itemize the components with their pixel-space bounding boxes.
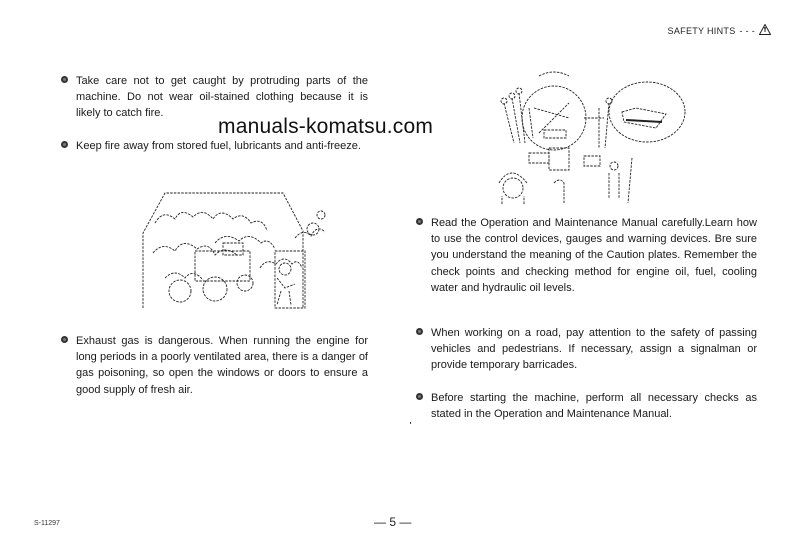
- safety-hint-read-manual: [431, 215, 757, 296]
- page-number: — 5 —: [374, 515, 412, 529]
- safety-hint-exhaust-gas: [76, 333, 368, 398]
- bullet-icon: [61, 336, 68, 343]
- hint-text: Before starting the machine, perform all necessary checks as stated in the Operation and Maintenance Manual.: [431, 392, 757, 421]
- bullet-icon: [416, 218, 423, 225]
- hint-text: Take care not to get caught by protruding parts of the machine. Do not wear oil-stained clothing because it is likely to catch fire.: [76, 75, 368, 120]
- safety-hint-road-work: [431, 325, 757, 374]
- hint-text: Exhaust gas is dangerous. When running the engine for long periods in a poorly ventilated area, there is a danger of gas poisoning, so open the windows or doors to ensure a good supply of fresh air.: [76, 335, 368, 396]
- bullet-icon: [416, 393, 423, 400]
- document-code: S-11297: [34, 520, 60, 527]
- bullet-icon: [61, 76, 68, 83]
- section-title: SAFETY HINTS: [667, 26, 736, 36]
- page-header: [668, 24, 771, 38]
- hint-text: Read the Operation and Maintenance Manual carefully.Learn how to use the control devices, gauges and warning devices. Bre sure you understand the meaning of the Caution plates. Remember the check points and checking method for engine oil, fuel, cooling water and hydraulic oil levels.: [431, 217, 757, 294]
- bullet-icon: [416, 328, 423, 335]
- hint-text: When working on a road, pay attention to the safety of passing vehicles and pedestrians. If necessary, assign a signalman or provide temporary barricades.: [431, 327, 757, 372]
- watermark: manuals-komatsu.com: [218, 115, 434, 138]
- bullet-icon: [61, 141, 68, 148]
- safety-hint-pre-start-checks: [431, 390, 757, 422]
- safety-hint-keep-fire-away: [76, 138, 368, 154]
- garage-exhaust-illustration: [135, 183, 335, 313]
- hint-text: Keep fire away from stored fuel, lubricants and anti-freeze.: [76, 140, 361, 152]
- margin-mark: [410, 422, 411, 424]
- header-dashes: - - -: [739, 26, 755, 36]
- operator-manual-illustration: [484, 68, 699, 204]
- warning-triangle-icon: [759, 24, 771, 38]
